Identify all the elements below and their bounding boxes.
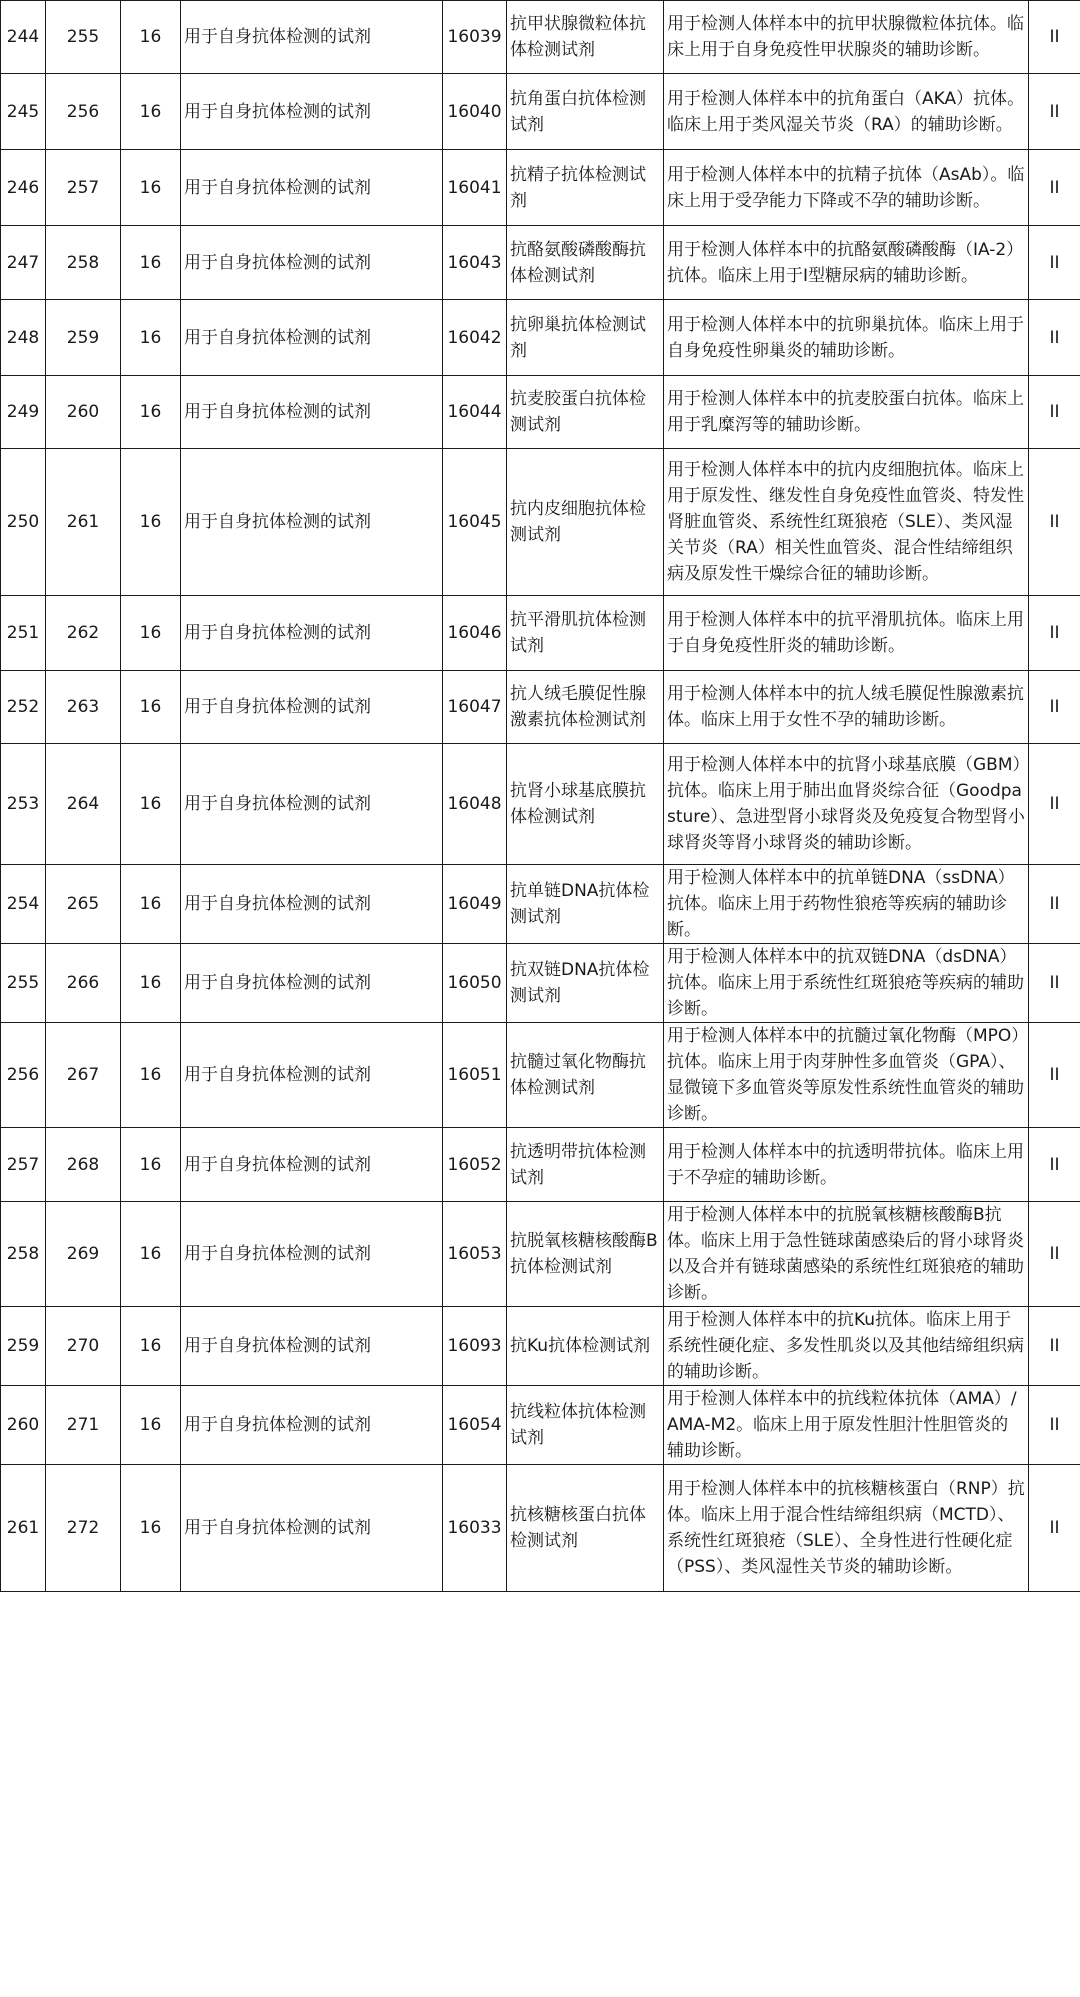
category-number-cell: 16 — [121, 944, 181, 1023]
row-number-cell: 261 — [1, 1465, 46, 1592]
product-name-cell: 抗Ku抗体检测试剂 — [507, 1307, 664, 1386]
code-cell: 16041 — [443, 150, 507, 226]
category-cell: 用于自身抗体检测的试剂 — [181, 865, 443, 944]
management-class-cell: II — [1029, 226, 1080, 300]
category-number-cell: 16 — [121, 74, 181, 150]
description-cell: 用于检测人体样本中的抗人绒毛膜促性腺激素抗体。临床上用于女性不孕的辅助诊断。 — [664, 671, 1029, 744]
category-cell: 用于自身抗体检测的试剂 — [181, 671, 443, 744]
code-cell: 16051 — [443, 1023, 507, 1128]
row-number-cell: 247 — [1, 226, 46, 300]
product-name-cell: 抗肾小球基底膜抗体检测试剂 — [507, 744, 664, 865]
table-row — [1, 449, 1080, 596]
category-number-cell: 16 — [121, 226, 181, 300]
category-cell: 用于自身抗体检测的试剂 — [181, 944, 443, 1023]
product-name-cell: 抗麦胶蛋白抗体检测试剂 — [507, 376, 664, 449]
category-number-cell: 16 — [121, 671, 181, 744]
category-cell: 用于自身抗体检测的试剂 — [181, 1, 443, 74]
table-row — [1, 150, 1080, 226]
code-cell: 16039 — [443, 1, 507, 74]
management-class-cell: II — [1029, 671, 1080, 744]
table-row — [1, 1023, 1080, 1128]
product-name-cell: 抗平滑肌抗体检测试剂 — [507, 596, 664, 671]
sequence-cell: 270 — [46, 1307, 121, 1386]
product-name-cell: 抗脱氧核糖核酸酶B抗体检测试剂 — [507, 1202, 664, 1307]
sequence-cell: 261 — [46, 449, 121, 596]
table-row — [1, 596, 1080, 671]
category-cell: 用于自身抗体检测的试剂 — [181, 1386, 443, 1465]
category-cell: 用于自身抗体检测的试剂 — [181, 74, 443, 150]
description-cell: 用于检测人体样本中的抗麦胶蛋白抗体。临床上用于乳糜泻等的辅助诊断。 — [664, 376, 1029, 449]
row-number-cell: 251 — [1, 596, 46, 671]
description-cell: 用于检测人体样本中的抗透明带抗体。临床上用于不孕症的辅助诊断。 — [664, 1128, 1029, 1202]
sequence-cell: 257 — [46, 150, 121, 226]
category-number-cell: 16 — [121, 1307, 181, 1386]
category-cell: 用于自身抗体检测的试剂 — [181, 1128, 443, 1202]
product-name-cell: 抗人绒毛膜促性腺激素抗体检测试剂 — [507, 671, 664, 744]
table-row — [1, 1, 1080, 74]
product-name-cell: 抗内皮细胞抗体检测试剂 — [507, 449, 664, 596]
sequence-cell: 255 — [46, 1, 121, 74]
row-number-cell: 254 — [1, 865, 46, 944]
category-number-cell: 16 — [121, 1, 181, 74]
description-cell: 用于检测人体样本中的抗双链DNA（dsDNA）抗体。临床上用于系统性红斑狼疮等疾病的辅助诊断。 — [664, 944, 1029, 1023]
row-number-cell: 253 — [1, 744, 46, 865]
description-cell: 用于检测人体样本中的抗内皮细胞抗体。临床上用于原发性、继发性自身免疫性血管炎、特发性肾脏血管炎、系统性红斑狼疮（SLE）、类风湿关节炎（RA）相关性血管炎、混合性结缔组织病及原发性干燥综合征的辅助诊断。 — [664, 449, 1029, 596]
category-cell: 用于自身抗体检测的试剂 — [181, 150, 443, 226]
category-number-cell: 16 — [121, 865, 181, 944]
product-name-cell: 抗角蛋白抗体检测试剂 — [507, 74, 664, 150]
description-cell: 用于检测人体样本中的抗平滑肌抗体。临床上用于自身免疫性肝炎的辅助诊断。 — [664, 596, 1029, 671]
description-cell: 用于检测人体样本中的抗酪氨酸磷酸酶（IA-2）抗体。临床上用于Ⅰ型糖尿病的辅助诊断。 — [664, 226, 1029, 300]
description-cell: 用于检测人体样本中的抗脱氧核糖核酸酶B抗体。临床上用于急性链球菌感染后的肾小球肾炎以及合并有链球菌感染的系统性红斑狼疮的辅助诊断。 — [664, 1202, 1029, 1307]
category-cell: 用于自身抗体检测的试剂 — [181, 1465, 443, 1592]
sequence-cell: 258 — [46, 226, 121, 300]
description-cell: 用于检测人体样本中的抗Ku抗体。临床上用于系统性硬化症、多发性肌炎以及其他结缔组织病的辅助诊断。 — [664, 1307, 1029, 1386]
description-cell: 用于检测人体样本中的抗甲状腺微粒体抗体。临床上用于自身免疫性甲状腺炎的辅助诊断。 — [664, 1, 1029, 74]
code-cell: 16049 — [443, 865, 507, 944]
sequence-cell: 272 — [46, 1465, 121, 1592]
management-class-cell: II — [1029, 865, 1080, 944]
description-cell: 用于检测人体样本中的抗单链DNA（ssDNA）抗体。临床上用于药物性狼疮等疾病的辅助诊断。 — [664, 865, 1029, 944]
sequence-cell: 259 — [46, 300, 121, 376]
code-cell: 16033 — [443, 1465, 507, 1592]
code-cell: 16093 — [443, 1307, 507, 1386]
table-row — [1, 74, 1080, 150]
description-cell: 用于检测人体样本中的抗髓过氧化物酶（MPO）抗体。临床上用于肉芽肿性多血管炎（GPA）、显微镜下多血管炎等原发性系统性血管炎的辅助诊断。 — [664, 1023, 1029, 1128]
code-cell: 16045 — [443, 449, 507, 596]
category-number-cell: 16 — [121, 376, 181, 449]
management-class-cell: II — [1029, 1386, 1080, 1465]
table-row — [1, 1307, 1080, 1386]
category-number-cell: 16 — [121, 300, 181, 376]
table-row — [1, 671, 1080, 744]
table-row — [1, 865, 1080, 944]
row-number-cell: 245 — [1, 74, 46, 150]
sequence-cell: 263 — [46, 671, 121, 744]
category-number-cell: 16 — [121, 1202, 181, 1307]
management-class-cell: II — [1029, 1307, 1080, 1386]
sequence-cell: 268 — [46, 1128, 121, 1202]
sequence-cell: 271 — [46, 1386, 121, 1465]
sequence-cell: 267 — [46, 1023, 121, 1128]
sequence-cell: 265 — [46, 865, 121, 944]
code-cell: 16044 — [443, 376, 507, 449]
row-number-cell: 255 — [1, 944, 46, 1023]
category-number-cell: 16 — [121, 1128, 181, 1202]
management-class-cell: II — [1029, 944, 1080, 1023]
code-cell: 16048 — [443, 744, 507, 865]
code-cell: 16054 — [443, 1386, 507, 1465]
code-cell: 16046 — [443, 596, 507, 671]
table-row — [1, 376, 1080, 449]
table-row — [1, 1386, 1080, 1465]
management-class-cell: II — [1029, 1465, 1080, 1592]
management-class-cell: II — [1029, 596, 1080, 671]
code-cell: 16043 — [443, 226, 507, 300]
category-cell: 用于自身抗体检测的试剂 — [181, 1202, 443, 1307]
management-class-cell: II — [1029, 449, 1080, 596]
category-cell: 用于自身抗体检测的试剂 — [181, 1023, 443, 1128]
row-number-cell: 252 — [1, 671, 46, 744]
product-name-cell: 抗精子抗体检测试剂 — [507, 150, 664, 226]
product-name-cell: 抗核糖核蛋白抗体检测试剂 — [507, 1465, 664, 1592]
table-row — [1, 300, 1080, 376]
management-class-cell: II — [1029, 300, 1080, 376]
row-number-cell: 256 — [1, 1023, 46, 1128]
category-cell: 用于自身抗体检测的试剂 — [181, 744, 443, 865]
description-cell: 用于检测人体样本中的抗卵巢抗体。临床上用于自身免疫性卵巢炎的辅助诊断。 — [664, 300, 1029, 376]
management-class-cell: II — [1029, 150, 1080, 226]
row-number-cell: 257 — [1, 1128, 46, 1202]
row-number-cell: 250 — [1, 449, 46, 596]
code-cell: 16053 — [443, 1202, 507, 1307]
category-cell: 用于自身抗体检测的试剂 — [181, 226, 443, 300]
row-number-cell: 244 — [1, 1, 46, 74]
category-number-cell: 16 — [121, 596, 181, 671]
product-name-cell: 抗卵巢抗体检测试剂 — [507, 300, 664, 376]
category-number-cell: 16 — [121, 1386, 181, 1465]
product-name-cell: 抗单链DNA抗体检测试剂 — [507, 865, 664, 944]
code-cell: 16052 — [443, 1128, 507, 1202]
table-row — [1, 226, 1080, 300]
table-body — [1, 1, 1080, 1592]
management-class-cell: II — [1029, 1, 1080, 74]
row-number-cell: 246 — [1, 150, 46, 226]
category-cell: 用于自身抗体检测的试剂 — [181, 376, 443, 449]
sequence-cell: 260 — [46, 376, 121, 449]
category-cell: 用于自身抗体检测的试剂 — [181, 449, 443, 596]
row-number-cell: 259 — [1, 1307, 46, 1386]
row-number-cell: 248 — [1, 300, 46, 376]
category-cell: 用于自身抗体检测的试剂 — [181, 596, 443, 671]
category-cell: 用于自身抗体检测的试剂 — [181, 300, 443, 376]
code-cell: 16050 — [443, 944, 507, 1023]
sequence-cell: 262 — [46, 596, 121, 671]
product-name-cell: 抗髓过氧化物酶抗体检测试剂 — [507, 1023, 664, 1128]
row-number-cell: 258 — [1, 1202, 46, 1307]
description-cell: 用于检测人体样本中的抗线粒体抗体（AMA）/AMA-M2。临床上用于原发性胆汁性胆管炎的辅助诊断。 — [664, 1386, 1029, 1465]
management-class-cell: II — [1029, 1023, 1080, 1128]
table-row — [1, 944, 1080, 1023]
category-cell: 用于自身抗体检测的试剂 — [181, 1307, 443, 1386]
management-class-cell: II — [1029, 376, 1080, 449]
description-cell: 用于检测人体样本中的抗肾小球基底膜（GBM）抗体。临床上用于肺出血肾炎综合征（Goodpasture）、急进型肾小球肾炎及免疫复合物型肾小球肾炎等肾小球肾炎的辅助诊断。 — [664, 744, 1029, 865]
management-class-cell: II — [1029, 74, 1080, 150]
code-cell: 16040 — [443, 74, 507, 150]
row-number-cell: 249 — [1, 376, 46, 449]
product-name-cell: 抗甲状腺微粒体抗体检测试剂 — [507, 1, 664, 74]
management-class-cell: II — [1029, 1128, 1080, 1202]
product-name-cell: 抗线粒体抗体检测试剂 — [507, 1386, 664, 1465]
product-name-cell: 抗双链DNA抗体检测试剂 — [507, 944, 664, 1023]
sequence-cell: 256 — [46, 74, 121, 150]
sequence-cell: 266 — [46, 944, 121, 1023]
management-class-cell: II — [1029, 744, 1080, 865]
table-row — [1, 1128, 1080, 1202]
category-number-cell: 16 — [121, 449, 181, 596]
table-row — [1, 1202, 1080, 1307]
sequence-cell: 269 — [46, 1202, 121, 1307]
code-cell: 16047 — [443, 671, 507, 744]
row-number-cell: 260 — [1, 1386, 46, 1465]
product-name-cell: 抗透明带抗体检测试剂 — [507, 1128, 664, 1202]
category-number-cell: 16 — [121, 744, 181, 865]
category-number-cell: 16 — [121, 150, 181, 226]
product-name-cell: 抗酪氨酸磷酸酶抗体检测试剂 — [507, 226, 664, 300]
code-cell: 16042 — [443, 300, 507, 376]
category-number-cell: 16 — [121, 1023, 181, 1128]
category-number-cell: 16 — [121, 1465, 181, 1592]
table-row — [1, 1465, 1080, 1592]
table-row — [1, 744, 1080, 865]
description-cell: 用于检测人体样本中的抗角蛋白（AKA）抗体。临床上用于类风湿关节炎（RA）的辅助诊断。 — [664, 74, 1029, 150]
description-cell: 用于检测人体样本中的抗精子抗体（AsAb）。临床上用于受孕能力下降或不孕的辅助诊断。 — [664, 150, 1029, 226]
description-cell: 用于检测人体样本中的抗核糖核蛋白（RNP）抗体。临床上用于混合性结缔组织病（MCTD）、系统性红斑狼疮（SLE）、全身性进行性硬化症（PSS）、类风湿性关节炎的辅助诊断。 — [664, 1465, 1029, 1592]
sequence-cell: 264 — [46, 744, 121, 865]
management-class-cell: II — [1029, 1202, 1080, 1307]
